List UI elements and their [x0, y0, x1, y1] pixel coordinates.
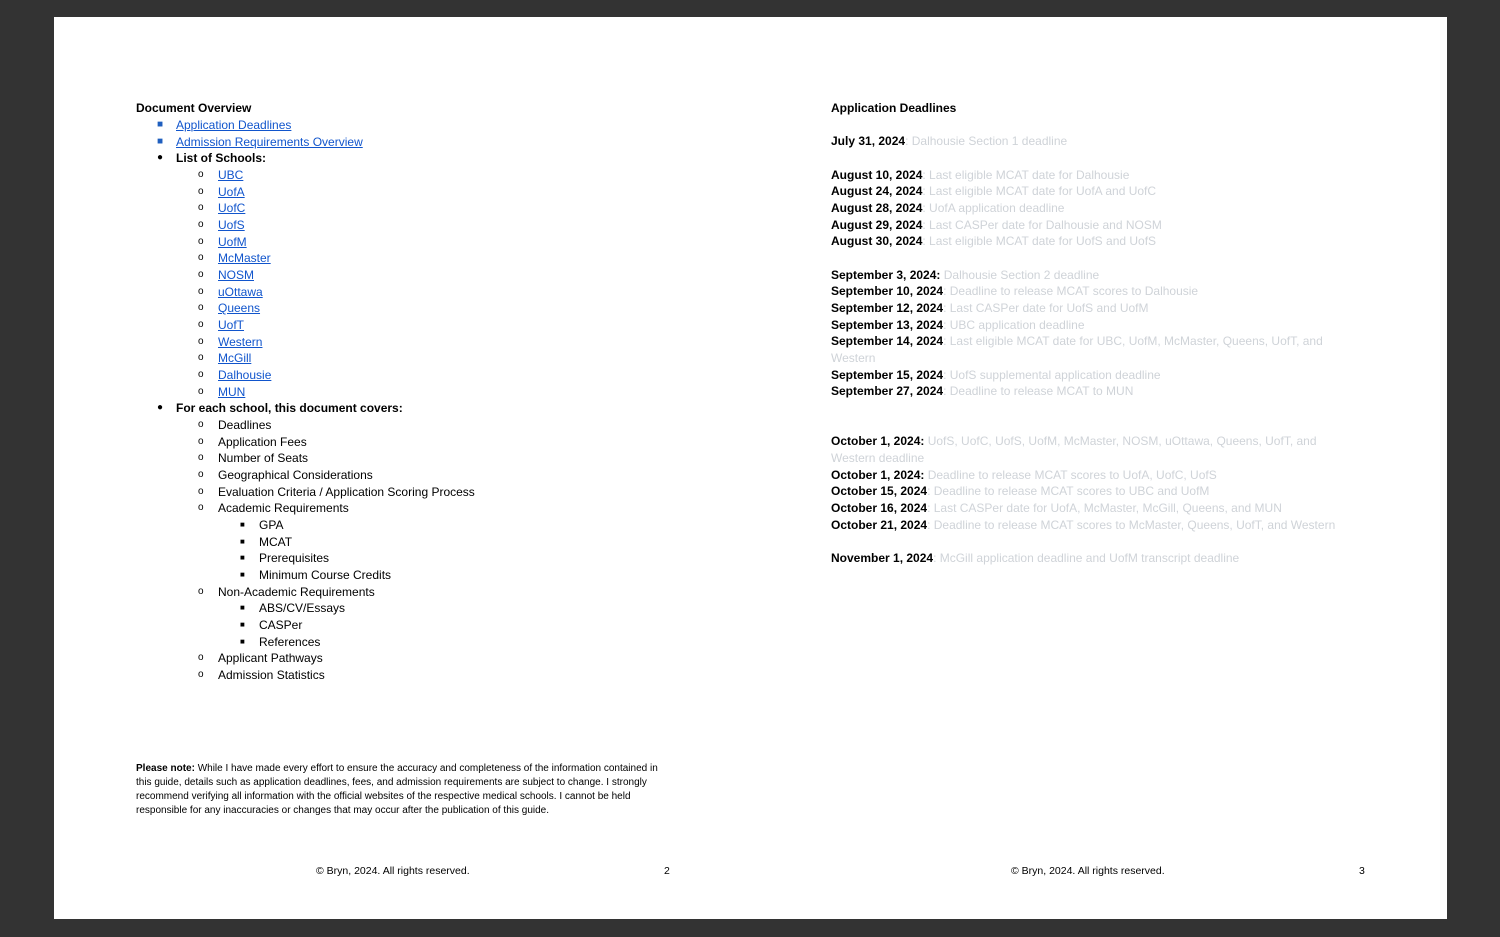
school-item	[198, 334, 263, 350]
circle-bullet-icon: o	[198, 286, 204, 297]
bullet-icon: ●	[157, 152, 164, 163]
overview-item-schools	[157, 150, 266, 166]
deadline-text: : Last CASPer date for Dalhousie and NOSM	[922, 218, 1162, 232]
square-bullet-icon: ■	[240, 620, 245, 629]
link-school-utoronto[interactable]: UofT	[218, 318, 245, 332]
deadline-text: Dalhousie Section 2 deadline	[940, 268, 1100, 282]
circle-bullet-icon: o	[198, 202, 204, 213]
link-school-queens[interactable]: Queens	[218, 301, 261, 315]
link-school-mcgill[interactable]: McGill	[218, 351, 252, 365]
deadline-date: July 31, 2024	[831, 134, 906, 148]
link-school-mun[interactable]: MUN	[218, 385, 246, 399]
deadline-text: : Dalhousie Section 1 deadline	[905, 134, 1068, 148]
deadline-date: September 3, 2024:	[831, 268, 941, 282]
square-bullet-icon: ■	[240, 603, 245, 612]
deadline-row	[831, 283, 1361, 300]
deadline-date: September 13, 2024	[831, 318, 944, 332]
link-school-ucalgary[interactable]: UofC	[218, 201, 246, 215]
overview-title: Document Overview	[136, 101, 252, 115]
cover-statistics: Admission Statistics	[218, 668, 325, 682]
deadline-row	[831, 550, 1361, 567]
deadline-date: August 29, 2024	[831, 218, 923, 232]
deadline-date: August 28, 2024	[831, 201, 923, 215]
non-academic-abs: ABS/CV/Essays	[259, 601, 346, 615]
deadline-text: : UofS supplemental application deadline	[943, 368, 1161, 382]
deadline-text: : McGill application deadline and UofM transcript deadline	[933, 551, 1240, 565]
deadline-row	[831, 467, 1361, 484]
academic-sub-item	[240, 534, 293, 550]
non-academic-references: References	[259, 635, 321, 649]
school-item	[198, 350, 252, 366]
link-school-mcmaster[interactable]: McMaster	[218, 251, 271, 265]
covers-label: For each school, this document covers:	[176, 401, 403, 415]
non-academic-casper: CASPer	[259, 618, 303, 632]
circle-bullet-icon: o	[198, 219, 204, 230]
circle-bullet-icon: o	[198, 652, 204, 663]
bullet-icon: ■	[157, 136, 164, 147]
page-number: 2	[664, 865, 670, 877]
deadline-date: September 14, 2024	[831, 334, 944, 348]
document-spread	[54, 17, 1447, 919]
link-school-umanitoba[interactable]: UofM	[218, 235, 247, 249]
deadline-date: November 1, 2024	[831, 551, 934, 565]
square-bullet-icon: ■	[240, 537, 245, 546]
deadline-text: : Last eligible MCAT date for UofS and UofS	[922, 234, 1157, 248]
academic-sub-item	[240, 517, 284, 533]
deadline-date: September 27, 2024	[831, 384, 944, 398]
deadline-row	[831, 483, 1361, 500]
deadline-text: : Deadline to release MCAT to MUN	[943, 384, 1134, 398]
school-item	[198, 267, 254, 283]
non-academic-sub-item	[240, 600, 346, 616]
circle-bullet-icon: o	[198, 352, 204, 363]
link-school-dalhousie[interactable]: Dalhousie	[218, 368, 272, 382]
deadline-date: October 1, 2024:	[831, 434, 925, 448]
circle-bullet-icon: o	[198, 252, 204, 263]
square-bullet-icon: ■	[240, 637, 245, 646]
overview-item-deadlines	[157, 117, 292, 133]
school-item	[198, 250, 271, 266]
deadline-row	[831, 233, 1361, 250]
note-label: Please note:	[136, 763, 195, 774]
school-item	[198, 217, 245, 233]
link-school-ualberta[interactable]: UofA	[218, 185, 245, 199]
link-school-western[interactable]: Western	[218, 335, 263, 349]
academic-gpa: GPA	[259, 518, 284, 532]
square-bullet-icon: ■	[240, 520, 245, 529]
page-number: 3	[1359, 865, 1365, 877]
cover-academic: Academic Requirements	[218, 501, 349, 515]
cover-item	[198, 584, 375, 600]
school-item	[198, 167, 244, 183]
cover-geographical: Geographical Considerations	[218, 468, 373, 482]
cover-item	[198, 417, 272, 433]
deadline-row	[831, 183, 1361, 200]
school-item	[198, 184, 245, 200]
circle-bullet-icon: o	[198, 302, 204, 313]
cover-item	[198, 484, 475, 500]
deadline-row	[831, 133, 1361, 150]
link-application-deadlines[interactable]: Application Deadlines	[176, 118, 292, 132]
link-school-ubc[interactable]: UBC	[218, 168, 244, 182]
overview-item-covers	[157, 400, 403, 416]
cover-item	[198, 667, 325, 683]
deadline-date: August 10, 2024	[831, 168, 923, 182]
deadline-date: October 21, 2024	[831, 518, 928, 532]
cover-non-academic: Non-Academic Requirements	[218, 585, 375, 599]
cover-number-of-seats: Number of Seats	[218, 451, 309, 465]
deadline-text: : Deadline to release MCAT scores to Dalhousie	[943, 284, 1199, 298]
deadlines-title: Application Deadlines	[831, 101, 957, 115]
square-bullet-icon: ■	[240, 553, 245, 562]
deadline-date: September 10, 2024	[831, 284, 944, 298]
cover-item	[198, 450, 309, 466]
deadline-text: : Deadline to release MCAT scores to McMaster, Queens, UofT, and Western	[927, 518, 1336, 532]
link-school-nosm[interactable]: NOSM	[218, 268, 254, 282]
link-school-usask[interactable]: UofS	[218, 218, 245, 232]
cover-item	[198, 467, 373, 483]
circle-bullet-icon: o	[198, 469, 204, 480]
deadline-row	[831, 267, 1361, 284]
deadline-row	[831, 517, 1361, 534]
circle-bullet-icon: o	[198, 236, 204, 247]
deadline-date: September 12, 2024	[831, 301, 944, 315]
bullet-icon: ■	[157, 119, 164, 130]
school-item	[198, 284, 263, 300]
school-item	[198, 200, 246, 216]
circle-bullet-icon: o	[198, 586, 204, 597]
deadline-row	[831, 167, 1361, 184]
school-item	[198, 384, 246, 400]
circle-bullet-icon: o	[198, 419, 204, 430]
deadline-row	[831, 300, 1361, 317]
deadline-row	[831, 383, 1361, 400]
circle-bullet-icon: o	[198, 669, 204, 680]
deadline-text: : Last eligible MCAT date for Dalhousie	[922, 168, 1130, 182]
circle-bullet-icon: o	[198, 452, 204, 463]
deadline-row	[831, 333, 1361, 366]
circle-bullet-icon: o	[198, 386, 204, 397]
cover-application-fees: Application Fees	[218, 435, 307, 449]
deadline-date: August 24, 2024	[831, 184, 923, 198]
cover-item	[198, 500, 349, 516]
academic-prerequisites: Prerequisites	[259, 551, 330, 565]
circle-bullet-icon: o	[198, 169, 204, 180]
deadline-row	[831, 367, 1361, 384]
square-bullet-icon: ■	[240, 570, 245, 579]
cover-pathways: Applicant Pathways	[218, 651, 323, 665]
bullet-icon: ●	[157, 402, 164, 413]
footer-copyright: © Bryn, 2024. All rights reserved.	[316, 865, 470, 877]
academic-mcat: MCAT	[259, 535, 293, 549]
deadline-date: October 1, 2024:	[831, 468, 925, 482]
circle-bullet-icon: o	[198, 336, 204, 347]
deadline-date: August 30, 2024	[831, 234, 923, 248]
circle-bullet-icon: o	[198, 186, 204, 197]
circle-bullet-icon: o	[198, 486, 204, 497]
deadline-row	[831, 200, 1361, 217]
circle-bullet-icon: o	[198, 502, 204, 513]
cover-deadlines: Deadlines	[218, 418, 272, 432]
deadline-text: : Last CASPer date for UofA, McMaster, McGill, Queens, and MUN	[927, 501, 1282, 515]
note-text: While I have made every effort to ensure the accuracy and completeness of the information contained in this guide, details such as application deadlines, fees, and admission requirements are subject to change. I strongly recommend verifying all information with the official websites of the respective medical schools. I cannot be held responsible for any inaccuracies or changes that may occur after the publication of this guide.	[136, 763, 658, 816]
circle-bullet-icon: o	[198, 436, 204, 447]
deadline-text: : Last eligible MCAT date for UBC, UofM, McMaster, Queens, UofT, and Western	[831, 334, 1323, 365]
deadline-row	[831, 500, 1361, 517]
non-academic-sub-item	[240, 634, 321, 650]
cover-item	[198, 434, 307, 450]
disclaimer-note	[136, 762, 676, 818]
deadline-text: Deadline to release MCAT scores to UofA, UofC, UofS	[924, 468, 1217, 482]
deadline-date: October 15, 2024	[831, 484, 928, 498]
deadline-date: October 16, 2024	[831, 501, 928, 515]
school-item	[198, 234, 247, 250]
academic-min-credits: Minimum Course Credits	[259, 568, 392, 582]
cover-evaluation: Evaluation Criteria / Application Scoring Process	[218, 485, 475, 499]
school-item	[198, 367, 272, 383]
circle-bullet-icon: o	[198, 369, 204, 380]
circle-bullet-icon: o	[198, 319, 204, 330]
deadline-row	[831, 317, 1361, 334]
footer-copyright: © Bryn, 2024. All rights reserved.	[1011, 865, 1165, 877]
school-item	[198, 317, 245, 333]
list-of-schools-label: List of Schools:	[176, 151, 266, 165]
cover-item	[198, 650, 323, 666]
deadline-text: : UofA application deadline	[922, 201, 1065, 215]
deadline-text: : UBC application deadline	[943, 318, 1085, 332]
circle-bullet-icon: o	[198, 269, 204, 280]
link-school-uottawa[interactable]: uOttawa	[218, 285, 263, 299]
page-2	[54, 17, 750, 919]
deadline-text: : Deadline to release MCAT scores to UBC and UofM	[927, 484, 1210, 498]
deadline-text: UofS, UofC, UofS, UofM, McMaster, NOSM, uOttawa, Queens, UofT, and Western deadline	[831, 434, 1317, 465]
overview-item-requirements	[157, 134, 363, 150]
academic-sub-item	[240, 550, 330, 566]
deadline-text: : Last eligible MCAT date for UofA and UofC	[922, 184, 1157, 198]
page-3	[750, 17, 1447, 919]
link-admission-requirements[interactable]: Admission Requirements Overview	[176, 135, 363, 149]
deadline-text: : Last CASPer date for UofS and UofM	[943, 301, 1149, 315]
academic-sub-item	[240, 567, 392, 583]
deadline-row	[831, 433, 1361, 466]
school-item	[198, 300, 261, 316]
deadline-date: September 15, 2024	[831, 368, 944, 382]
non-academic-sub-item	[240, 617, 303, 633]
deadline-row	[831, 217, 1361, 234]
